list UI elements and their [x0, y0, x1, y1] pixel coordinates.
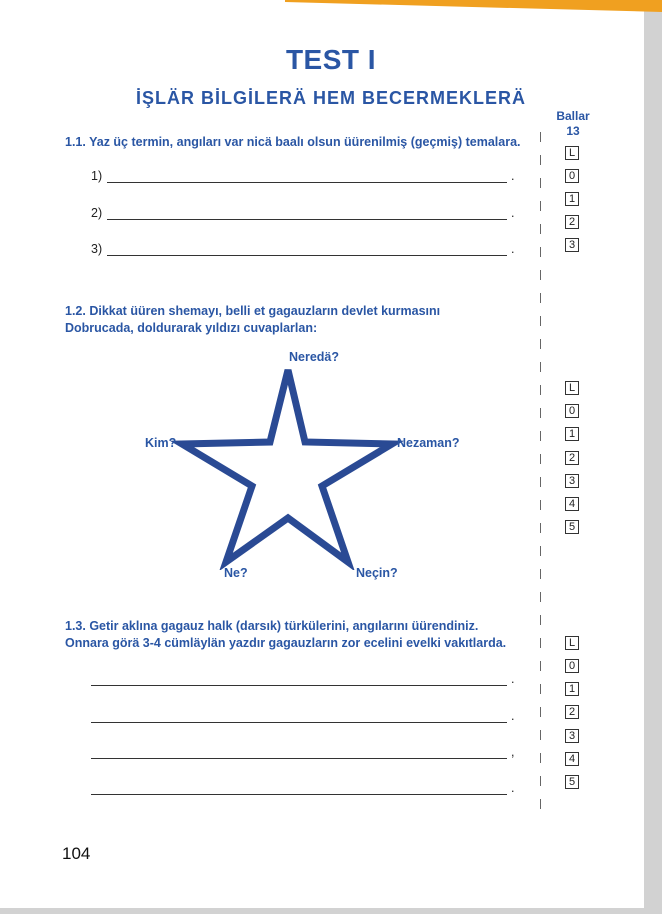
score-box-1-3-1[interactable]: 1	[565, 682, 579, 696]
question-1-2-line-1: 1.2. Dikkat üüren shemayı, belli et gagauzların devlet kurmasını	[65, 304, 441, 318]
answer-rule	[107, 182, 507, 183]
star-label-why: Neçin?	[356, 566, 398, 580]
separator-dash	[540, 523, 541, 533]
separator-dash	[540, 293, 541, 303]
answer-line-number: 1)	[91, 169, 103, 183]
answer-line-number: 3)	[91, 242, 103, 256]
answer-line-number: 2)	[91, 206, 103, 220]
answer-line-3[interactable]	[91, 242, 516, 256]
separator-dash	[540, 339, 541, 349]
separator-dash	[540, 454, 541, 464]
text-line-3[interactable]	[91, 745, 516, 759]
page-number: 104	[62, 844, 91, 863]
separator-dash	[540, 707, 541, 717]
star-diagram[interactable]	[160, 360, 410, 570]
separator-dash	[540, 362, 541, 372]
score-box-1-2-L[interactable]: L	[565, 381, 579, 395]
score-box-1-3-3[interactable]: 3	[565, 729, 579, 743]
text-line-1[interactable]	[91, 672, 516, 686]
star-label-where: Neredä?	[289, 350, 340, 364]
separator-dash	[540, 753, 541, 763]
answer-line-end: .	[511, 206, 515, 220]
answer-line-1[interactable]	[91, 169, 516, 183]
question-1-2-line-2: Dobrucada, doldurarak yıldızı cuvaplarlan:	[65, 321, 318, 335]
separator-dash	[540, 500, 541, 510]
separator-dash	[540, 224, 541, 234]
question-1-1: 1.1. Yaz üç termin, angıları var nicä baalı olsun üürenilmiş (geçmiş) temalara.	[65, 135, 521, 149]
separator-dash	[540, 132, 541, 142]
score-box-1-3-2[interactable]: 2	[565, 705, 579, 719]
test-subtitle: İŞLÄR BİLGİLERÄ HEM BECERMEKLERÄ	[135, 88, 526, 108]
separator-dash	[540, 408, 541, 418]
separator-dash	[540, 178, 541, 188]
separator-dash	[540, 270, 541, 280]
star-label-who: Kim?	[145, 436, 177, 450]
answer-rule	[91, 758, 507, 759]
star-label-when: Nezaman?	[397, 436, 460, 450]
score-box-1-1-1[interactable]: 1	[565, 192, 579, 206]
score-box-1-2-2[interactable]: 2	[565, 451, 579, 465]
answer-rule	[107, 219, 507, 220]
separator-dash	[540, 799, 541, 809]
separator-dash	[540, 201, 541, 211]
separator-dash	[540, 546, 541, 556]
separator-dash	[540, 592, 541, 602]
answer-line-end: .	[511, 672, 515, 686]
score-box-1-2-3[interactable]: 3	[565, 474, 579, 488]
score-box-1-1-2[interactable]: 2	[565, 215, 579, 229]
answer-line-end: ,	[511, 745, 515, 759]
question-1-3-line-1: 1.3. Getir aklına gagauz halk (darsık) türkülerini, angılarını üürendiniz.	[65, 619, 479, 633]
score-box-1-3-4[interactable]: 4	[565, 752, 579, 766]
star-outline	[182, 370, 392, 562]
score-label: Ballar	[556, 109, 590, 123]
score-box-1-3-0[interactable]: 0	[565, 659, 579, 673]
answer-line-2[interactable]	[91, 206, 516, 220]
separator-dash	[540, 569, 541, 579]
separator-dash	[540, 730, 541, 740]
score-box-1-3-5[interactable]: 5	[565, 775, 579, 789]
answer-rule	[91, 794, 507, 795]
answer-line-end: .	[511, 709, 515, 723]
answer-line-end: .	[511, 781, 515, 795]
separator-dash	[540, 431, 541, 441]
text-line-2[interactable]	[91, 709, 516, 723]
score-box-1-1-3[interactable]: 3	[565, 238, 579, 252]
top-accent-band	[0, 0, 662, 16]
score-box-1-2-5[interactable]: 5	[565, 520, 579, 534]
score-total: 13	[566, 124, 580, 138]
separator-dash	[540, 316, 541, 326]
answer-line-end: .	[511, 169, 515, 183]
page-shadow-right	[644, 0, 662, 914]
separator-dash	[540, 638, 541, 648]
answer-rule	[91, 685, 507, 686]
text-line-4[interactable]	[91, 781, 516, 795]
separator-dash	[540, 247, 541, 257]
separator-dash	[540, 155, 541, 165]
separator-dash	[540, 477, 541, 487]
separator-dash	[540, 684, 541, 694]
score-box-1-2-4[interactable]: 4	[565, 497, 579, 511]
separator-dash	[540, 661, 541, 671]
score-box-1-1-0[interactable]: 0	[565, 169, 579, 183]
test-title: TEST I	[285, 44, 377, 75]
answer-rule	[107, 255, 507, 256]
answer-rule	[91, 722, 507, 723]
score-box-1-2-0[interactable]: 0	[565, 404, 579, 418]
score-box-1-2-1[interactable]: 1	[565, 427, 579, 441]
separator-dash	[540, 385, 541, 395]
star-label-what: Ne?	[224, 566, 248, 580]
answer-line-end: .	[511, 242, 515, 256]
score-box-1-1-L[interactable]: L	[565, 146, 579, 160]
separator-dash	[540, 615, 541, 625]
question-1-3-line-2: Onnara görä 3-4 cümläylän yazdır gagauzların zor ecelini evelki vakıtlarda.	[65, 636, 507, 650]
score-box-1-3-L[interactable]: L	[565, 636, 579, 650]
separator-dash	[540, 776, 541, 786]
page-shadow-bottom	[0, 908, 662, 914]
